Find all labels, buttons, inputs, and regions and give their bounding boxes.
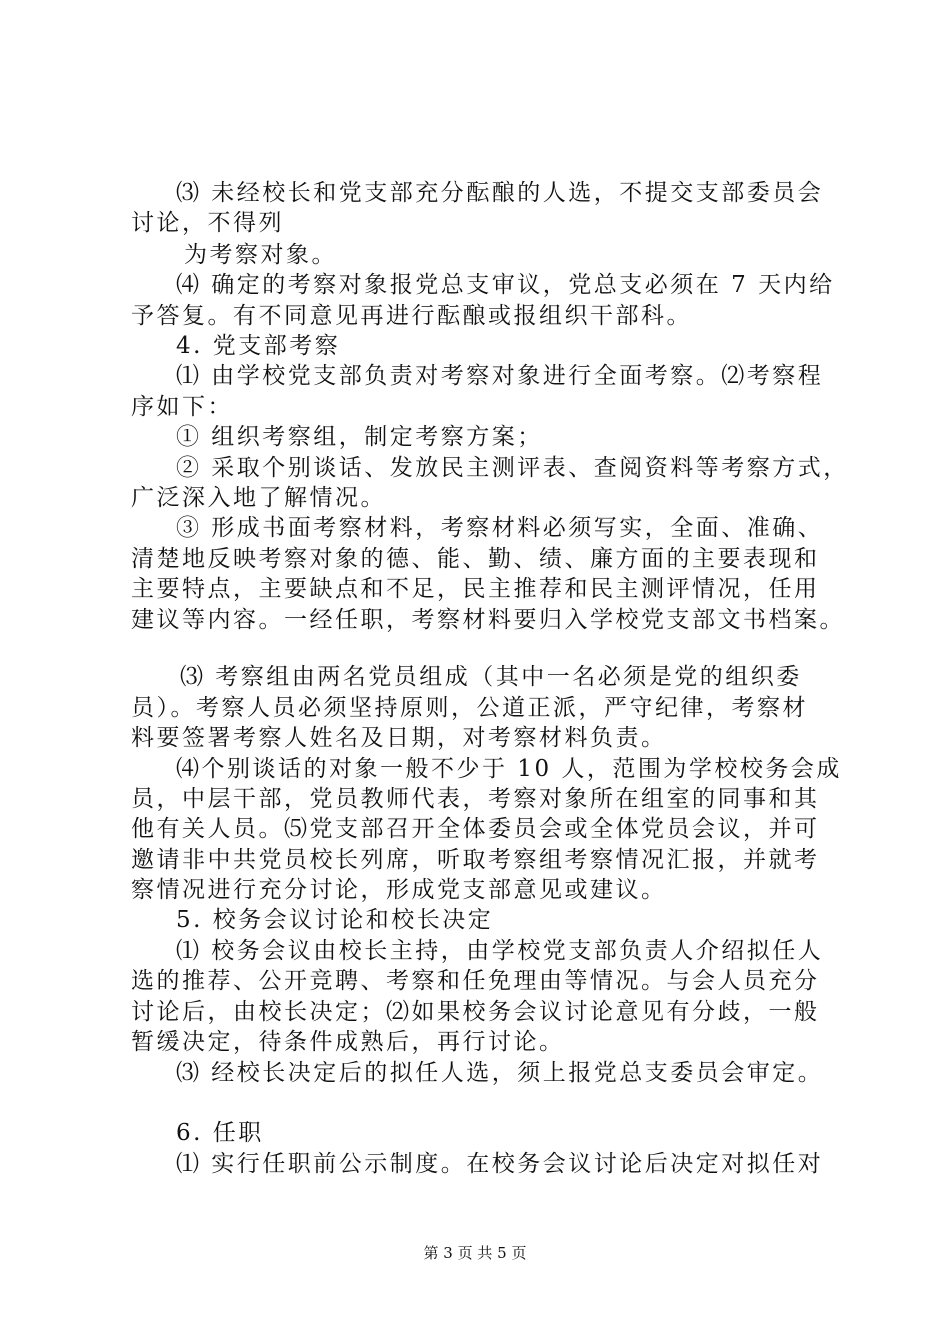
text-line: ⑶ 考察组由两名党员组成（其中一名必须是党的组织委 xyxy=(180,664,802,690)
section-heading: 4. 党支部考察 xyxy=(176,333,341,359)
section-heading: 6. 任职 xyxy=(176,1120,264,1146)
text-line: 察情况进行充分讨论，形成党支部意见或建议。 xyxy=(131,877,667,903)
text-line: ⑶ 经校长决定后的拟任人选，须上报党总支委员会审定。 xyxy=(176,1060,824,1086)
text-line: ⑷ 确定的考察对象报党总支审议，党总支必须在 7 天内给 xyxy=(176,272,835,298)
section-heading: 5. 校务会议讨论和校长决定 xyxy=(176,907,494,933)
text-line: 讨论，不得列 xyxy=(131,210,284,236)
text-line: 清楚地反映考察对象的德、能、勤、绩、廉方面的主要表现和 xyxy=(131,546,820,572)
text-line: 员）。考察人员必须坚持原则，公道正派，严守纪律，考察材 xyxy=(131,695,808,721)
text-line: 建议等内容。一经任职，考察材料要归入学校党支部文书档案。 xyxy=(131,607,845,633)
text-line: 讨论后，由校长决定；⑵如果校务会议讨论意见有分歧，一般 xyxy=(131,999,820,1025)
text-line: 为考察对象。 xyxy=(184,242,337,268)
text-line: 予答复。有不同意见再进行酝酿或报组织干部科。 xyxy=(131,303,692,329)
text-line: 广泛深入地了解情况。 xyxy=(131,485,386,511)
text-line: ② 采取个别谈话、发放民主测评表、查阅资料等考察方式， xyxy=(176,455,849,481)
text-line: 暂缓决定，待条件成熟后，再行讨论。 xyxy=(131,1029,565,1055)
text-line: 选的推荐、公开竞聘、考察和任免理由等情况。与会人员充分 xyxy=(131,968,820,994)
text-line: 员，中层干部，党员教师代表，考察对象所在组室的同事和其 xyxy=(131,786,820,812)
text-line: ⑶ 未经校长和党支部充分酝酿的人选，不提交支部委员会 xyxy=(176,180,824,206)
text-line: ⑴ 实行任职前公示制度。在校务会议讨论后决定对拟任对 xyxy=(176,1151,824,1177)
page-number-footer: 第 3 页 共 5 页 xyxy=(423,1244,527,1262)
text-line: ① 组织考察组，制定考察方案； xyxy=(176,424,543,450)
text-line: 主要特点，主要缺点和不足，民主推荐和民主测评情况，任用 xyxy=(131,576,820,602)
text-line: 邀请非中共党员校长列席，听取考察组考察情况汇报，并就考 xyxy=(131,847,820,873)
text-line: 序如下： xyxy=(131,394,233,420)
text-line: ⑴ 由学校党支部负责对考察对象进行全面考察。⑵考察程 xyxy=(176,363,824,389)
text-line: ⑴ 校务会议由校长主持，由学校党支部负责人介绍拟任人 xyxy=(176,938,824,964)
text-line: ⑷个别谈话的对象一般不少于 10 人，范围为学校校务会成 xyxy=(176,756,842,782)
text-line: 料要签署考察人姓名及日期，对考察材料负责。 xyxy=(131,725,667,751)
text-line: 他有关人员。⑸党支部召开全体委员会或全体党员会议，并可 xyxy=(131,816,820,842)
text-line: ③ 形成书面考察材料，考察材料必须写实，全面、准确、 xyxy=(176,515,824,541)
